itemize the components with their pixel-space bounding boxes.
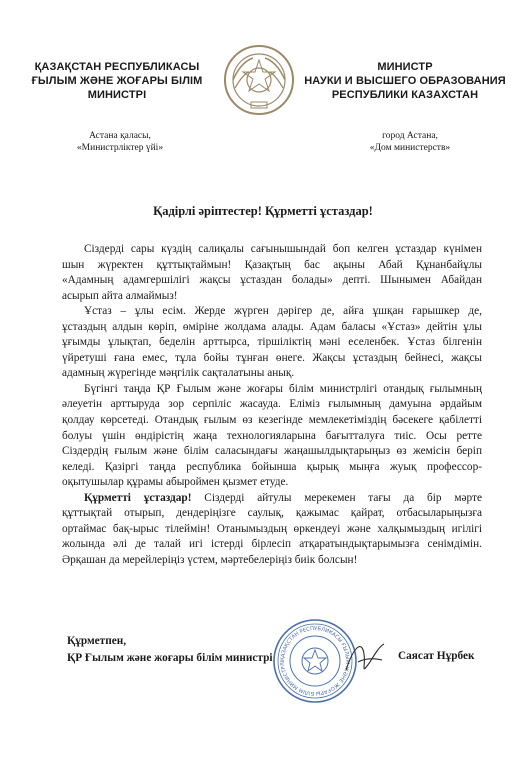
body-line: құттықтай отырып, дендеріңізге саулық, қажымас қайрат, отбасыларыңызға bbox=[62, 507, 482, 520]
handwritten-signature bbox=[340, 636, 390, 680]
body-line: Сіздерді сары күздің салиқалы сағынышындай боп келген ұстаздар күнімен bbox=[84, 243, 482, 255]
body-line: шын жүректен құттықтаймын! Қазақтың бас ақыны Абай Құнанбайұлы bbox=[62, 258, 482, 271]
body-line: ортаймас бақ-ырыс тілеймін! Отанымыздың өркендеуі және халқымыздың игілігі bbox=[62, 522, 482, 535]
ministry-name-ru bbox=[300, 60, 510, 102]
signatory-position: ҚР Ғылым және жоғары білім министрі bbox=[67, 652, 273, 664]
body-line: қолдау көрсетеді. Отандық ғылым өз кезегінде мемлекетіміздің бәсекеге қабілетті bbox=[62, 414, 482, 427]
body-line: болуы үшін өндірістің жаңа технологияларына бағытталуға тиіс. Осы ретте bbox=[62, 429, 482, 442]
body-line-bold-lead bbox=[62, 491, 482, 507]
body-line: асырып айта алмаймыз! bbox=[62, 289, 178, 302]
address-line: Астана қаласы, bbox=[89, 131, 151, 141]
greeting-rest: Сіздерді айтулы мерекемен тағы да бір мәрте bbox=[191, 491, 482, 504]
body-line: ұстаздың алдын көріп, өміріне жолдама алады. Адам баласы «Ұстаз» дейтін ұлы bbox=[62, 320, 482, 333]
seal-text: ҚАЗАҚСТАН РЕСПУБЛИКАСЫ ҒЫЛЫМ ЖӘНЕ ЖОҒАРЫ БІЛІМ МИНИСТРЛІ bbox=[279, 625, 351, 697]
body-line: ұғымды ұлықтап, беделін арттырса, тіршіліктің мәні еселенбек. Ұстаз білгенін bbox=[62, 336, 482, 349]
address-kz bbox=[40, 130, 200, 154]
address-line: «Дом министерств» bbox=[369, 143, 451, 153]
body-line: келеді. Қазіргі таңда республика бойынша қырық мыңға жуық профессор- bbox=[62, 460, 482, 473]
body-line: Бүгінгі таңда ҚР Ғылым және жоғары білім министрлігі отандық ғылымның bbox=[84, 382, 482, 395]
ministry-name-kz bbox=[22, 60, 212, 102]
salutation: Қадірлі әріптестер! Құрметті ұстаздар! bbox=[153, 204, 373, 218]
org-kz-line: МИНИСТРІ bbox=[87, 89, 147, 101]
org-ru-line: НАУКИ И ВЫСШЕГО ОБРАЗОВАНИЯ bbox=[304, 75, 506, 87]
address-line: город Астана, bbox=[382, 131, 438, 141]
signatory-name: Саясат Нұрбек bbox=[398, 650, 475, 662]
signature-block bbox=[67, 633, 273, 667]
body-line: Ұстаз – ұлы есім. Жерде жүрген дәрігер де, айға ұшқан ғарышкер де, bbox=[84, 305, 482, 318]
org-ru-line: РЕСПУБЛИКИ КАЗАХСТАН bbox=[331, 89, 479, 101]
svg-text:ҚАЗАҚСТАН РЕСПУБЛИКАСЫ ҒЫЛЫМ Ж bbox=[272, 618, 350, 696]
org-ru-line: МИНИСТР bbox=[377, 61, 433, 73]
body-line: үйретуші ғана емес, тұла бойы тұнған өнеге. Жақсы ұстаздың бейнесі, жақсы bbox=[62, 351, 482, 364]
closing-text: Құрметпен, bbox=[67, 635, 127, 647]
body-line: Әрқашан да мерейлеріңіз үстем, мәртебелеріңіз биік болсын! bbox=[62, 553, 358, 566]
body-line: адамның жүрегінде мәңгілік сақталатыны анық. bbox=[62, 367, 295, 380]
address-line: «Министрліктер үйі» bbox=[76, 143, 164, 153]
letter-body bbox=[62, 242, 482, 568]
org-kz-line: ҚАЗАҚСТАН РЕСПУБЛИКАСЫ bbox=[34, 61, 200, 73]
body-line: «Адамның адамгершілігі жақсы ұстаздан болады» депті. Шынымен Абайдан bbox=[62, 274, 482, 287]
address-ru bbox=[330, 130, 490, 154]
state-emblem-icon bbox=[223, 44, 295, 116]
org-kz-line: ҒЫЛЫМ ЖӘНЕ ЖОҒАРЫ БІЛІМ bbox=[31, 75, 203, 87]
body-line: жолында әлі де талай игі істерді бірлесіп атқаратындықтарымызға сенімдімін. bbox=[62, 538, 482, 551]
body-line: әлеуетін арттыруда зор серпіліс жасауда. Еліміз ғылымның дамуына әрдайым bbox=[62, 398, 482, 411]
body-line: Сіздердің ғылым және білім саласындағы жаңашылдықтарыңыз өз жемісін беріп bbox=[62, 445, 482, 458]
bold-greeting: Құрметті ұстаздар! bbox=[84, 491, 192, 504]
body-line: оқытушылар құрамы абыроймен қызмет етуде. bbox=[62, 476, 289, 489]
